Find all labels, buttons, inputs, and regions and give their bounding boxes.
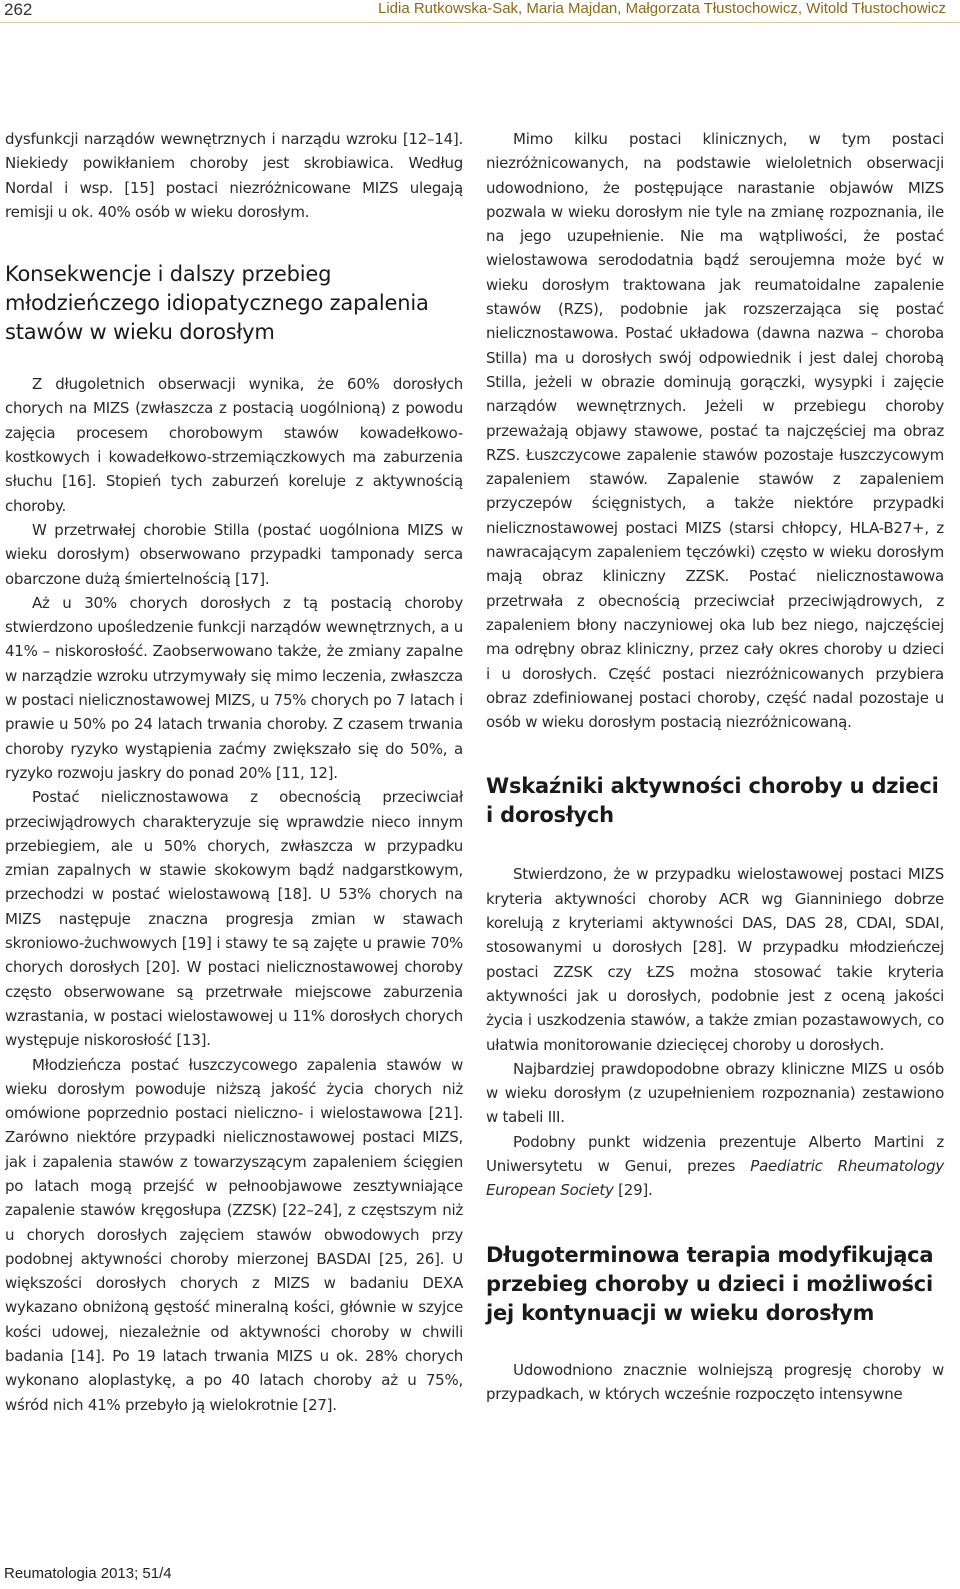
body-paragraph: Stwierdzono, że w przypadku wielostawowej postaci MIZS kryteria aktywności choroby ACR wg Gianniniego dobrze korelują z kryteriami aktywności DAS, DAS 28, CDAI, SDAI, stosowanymi u dorosłych [28]. W przypadku młodzieńczej postaci ZZSK czy ŁZS można stosować takie kryteria aktywności jak u dorosłych, podobnie jest z oceną jakości życia i uszkodzenia stawów, a także zmian pozastawowych, co ułatwia monitorowanie dziecięcej choroby u dorosłych. [486,865,944,1054]
body-paragraph: Młodzieńcza postać łuszczycowego zapalenia stawów w wieku dorosłym powoduje niższą jakość życia chorych niż omówione poprzednio postaci nieliczno- i wielostawowa [21]. Zarówno niektóre przypadki nielicznostawowej postaci MIZS, jak i zapalenia stawów z towarzyszącym zapaleniem ścięgien po latach mogą przejść w pełnoobjawowe zesztywniające zapalenie stawów kręgosłupa (ZZSK) [22–24], z częstszym niż u chorych dorosłych zajęciem stawów obwodowych przy podobnej aktywności choroby mierzonej BASDAI [25, 26]. U większości dorosłych chorych z MIZS w badaniu DEXA wykazano obniżoną gęstość mineralną kości, głównie w szyjce kości udowej, niezależnie od aktywności choroby w chwili badania [14]. Po 19 latach trwania MIZS u ok. 28% chorych wykonano aloplastykę, a po 40 latach choroby aż u 75%, wśród nich 41% przebyło ją wielokrotnie [27]. [5,1055,463,1414]
body-paragraph: Postać nielicznostawowa z obecnością przeciwciał przeciwjądrowych charakteryzuje się wprawdzie nieco innym przebiegiem, ale u 50% chorych, zwłaszcza w przypadku zmian zapalnych w stawie skokowym bądź nadgarstkowym, przechodzi w postać wielostawową [18]. U 53% chorych na MIZS następuje znaczna progresja zmian w stawach skroniowo-żuchwowych [19] i stawy te są zajęte u prawie 70% chorych dorosłych [20]. W postaci nielicznostawowej choroby często obserwowane są przetrwałe miejscowe zaburzenia wzrastania, w postaci wielostawowej u 11% dorosłych chorych występuje niskorosłość [13]. [5,788,463,1050]
section-heading-activity: Wskaźniki aktywności choroby u dzieci i dorosłych [486,774,939,828]
body-paragraph: Udowodniono znacznie wolniejszą progresję choroby w przypadkach, w których wcześnie rozpoczęto intensywne [486,1360,944,1403]
header-divider [0,22,960,23]
journal-footer: Reumatologia 2013; 51/4 [4,1565,172,1582]
society-name: Paediatric Rheumatology European Society [486,1156,944,1200]
martini-paragraph [486,1130,944,1203]
body-paragraph: Z długoletnich obserwacji wynika, że 60% dorosłych chorych na MIZS (zwłaszcza z postacią uogólnioną) z powodu zajęcia procesem chorobowym stawów kowadełkowo-kostkowych i kowadełkowo-strzemiączkowych ma zaburzenia słuchu [16]. Stopień tych zaburzeń koreluje z aktywnością choroby. [5,375,463,515]
citation: [29]. [613,1181,653,1200]
page-header [0,0,960,22]
section-heading-therapy: Długoterminowa terapia modyfikująca przebieg choroby u dzieci i możliwości jej kontynuacji w wieku dorosłym [486,1242,934,1325]
martini-text: Podobny punkt widzenia prezentuje Alberto Martini z Uniwersytetu w Genui, prezes [486,1132,944,1175]
body-paragraph: Aż u 30% chorych dorosłych z tą postacią choroby stwierdzono upośledzenie funkcji narządów wewnętrznych, a u 41% – niskorosłość. Zaobserwowano także, że zmiany zapalne w narządzie wzroku utrzymywały się mimo leczenia, zwłaszcza w postaci nielicznostawowej MIZS, u 75% chorych po 7 latach i prawie u 50% po 24 latach trwania choroby. Z czasem trwania choroby ryzyko wystąpienia zaćmy zwiększało się do 50%, a ryzyko rozwoju jaskry do ponad 20% [11, 12]. [5,593,463,782]
body-paragraph: W przetrwałej chorobie Stilla (postać uogólniona MIZS w wieku dorosłym) obserwowano przypadki tamponady serca obarczone dużą śmiertelnością [17]. [5,520,463,588]
left-intro-paragraph: dysfunkcji narządów wewnętrznych i narządu wzroku [12–14]. Niekiedy powikłaniem choroby jest skrobiawica. Według Nordal i wsp. [15] postaci niezróżnicowane MIZS ulegają remisji u ok. 40% osób w wieku dorosłym. [5,130,463,221]
left-column [5,127,463,1417]
running-head-authors: Lidia Rutkowska-Sak, Maria Majdan, Małgorzata Tłustochowicz, Witold Tłustochowicz [377,0,946,17]
section-heading-consequences: Konsekwencje i dalszy przebieg młodzieńczego idiopatycznego zapalenia stawów w wieku dorosłym [5,262,429,345]
body-paragraph: Najbardziej prawdopodobne obrazy kliniczne MIZS u osób w wieku dorosłym (z uzupełnieniem rozpoznania) zestawiono w tabeli III. [486,1059,944,1127]
right-column [486,127,944,1406]
page-number: 262 [4,0,33,19]
right-intro-paragraph: Mimo kilku postaci klinicznych, w tym postaci niezróżnicowanych, na podstawie wieloletnich obserwacji udowodniono, że postępujące narastanie objawów MIZS pozwala w wieku dorosłym nie tyle na zmianę rozpoznania, ile na jego uzupełnienie. Nie ma wątpliwości, że postać wielostawowa serododatnia bądź seroujemna może być w wieku dorosłym traktowana jak reumatoidalne zapalenie stawów (RZS), podobnie jak rozszerzająca się postać nielicznostawowa. Postać układowa (dawna nazwa – choroba Stilla) ma u dorosłych swój odpowiednik i jest dalej chorobą Stilla, jeżeli w obrazie dominują gorączki, wysypki i zajęcie narządów wewnętrznych. Jeżeli w przebiegu choroby przeważają objawy stawowe, postać ta najczęściej ma obraz RZS. Łuszczycowe zapalenie stawów pozostaje łuszczycowym zapaleniem stawów. Zapalenie stawów z zapaleniem przyczepów ścięgnistych, a także niektóre przypadki nielicznostawowej postaci MIZS (starsi chłopcy, HLA-B27+, z nawracającym zapaleniem tęczówki) często w wieku dorosłym mają obraz kliniczny ZZSK. Postać nielicznostawowa przetrwała z obecnością przeciwciał przeciwjądrowych, z zapaleniem błony naczyniowej oka lub bez niego, najczęściej ma odrębny obraz kliniczny, przez cały okres choroby u dzieci i u dorosłych. Część postaci niezróżnicowanych przybiera obraz zdefiniowanej postaci choroby, część nadal pozostaje u osób w wieku dorosłym postacią niezróżnicowaną. [486,130,944,732]
